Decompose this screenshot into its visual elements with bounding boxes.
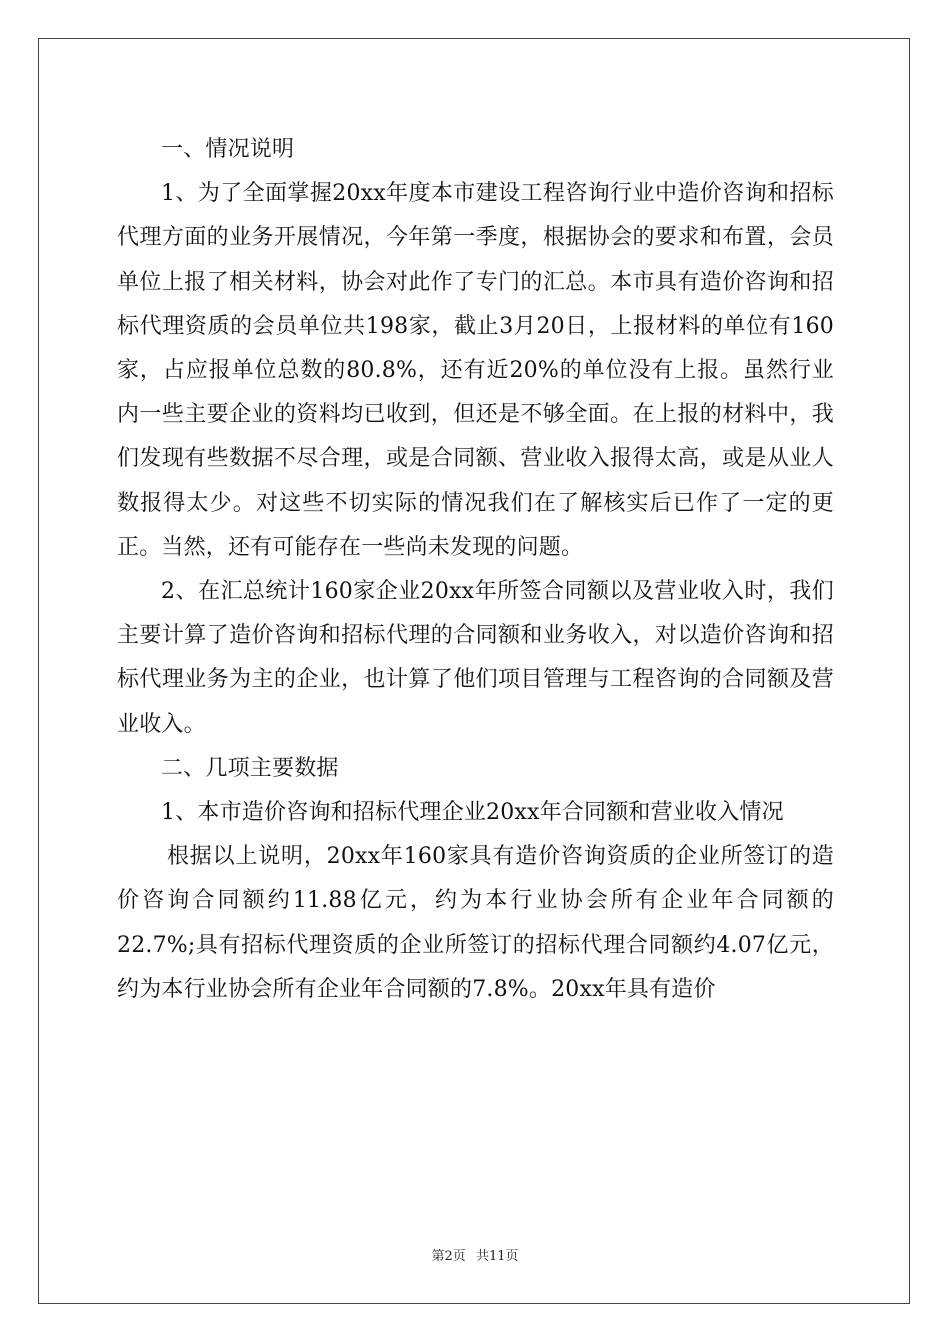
page-footer [0, 1245, 950, 1264]
page-number: 第2页 [431, 1249, 466, 1264]
paragraph-2: 2、在汇总统计160家企业20xx年所签合同额以及营业收入时，我们主要计算了造价咨询和招标代理的合同额和业务收入，对以造价咨询和招标代理业务为主的企业，也计算了他们项目管理与工程咨询的合同额及营业收入。 [117, 579, 834, 737]
section-heading-1: 一、情况说明 [161, 137, 295, 162]
document-body [117, 128, 834, 1012]
paragraph-1: 1、为了全面掌握20xx年度本市建设工程咨询行业中造价咨询和招标代理方面的业务开展情况，今年第一季度，根据协会的要求和布置，会员单位上报了相关材料，协会对此作了专门的汇总。本市具有造价咨询和招标代理资质的会员单位共198家，截止3月20日，上报材料的单位有160家，占应报单位总数的80.8%，还有近20%的单位没有上报。虽然行业内一些主要企业的资料均已收到，但还是不够全面。在上报的材料中，我们发现有些数据不尽合理，或是合同额、营业收入报得太高，或是从业人数报得太少。对这些不切实际的情况我们在了解核实后已作了一定的更正。当然，还有可能存在一些尚未发现的问题。 [117, 181, 834, 560]
total-pages: 共11页 [475, 1249, 519, 1264]
subheading-1: 1、本市造价咨询和招标代理企业20xx年合同额和营业收入情况 [161, 800, 784, 826]
paragraph-3: 根据以上说明，20xx年160家具有造价咨询资质的企业所签订的造价咨询合同额约11.88亿元，约为本行业协会所有企业年合同额的22.7%;具有招标代理资质的企业所签订的招标代理合同额约4.07亿元，约为本行业协会所有企业年合同额的7.8%。20xx年具有造价 [117, 844, 834, 1002]
section-heading-2: 二、几项主要数据 [161, 755, 339, 781]
